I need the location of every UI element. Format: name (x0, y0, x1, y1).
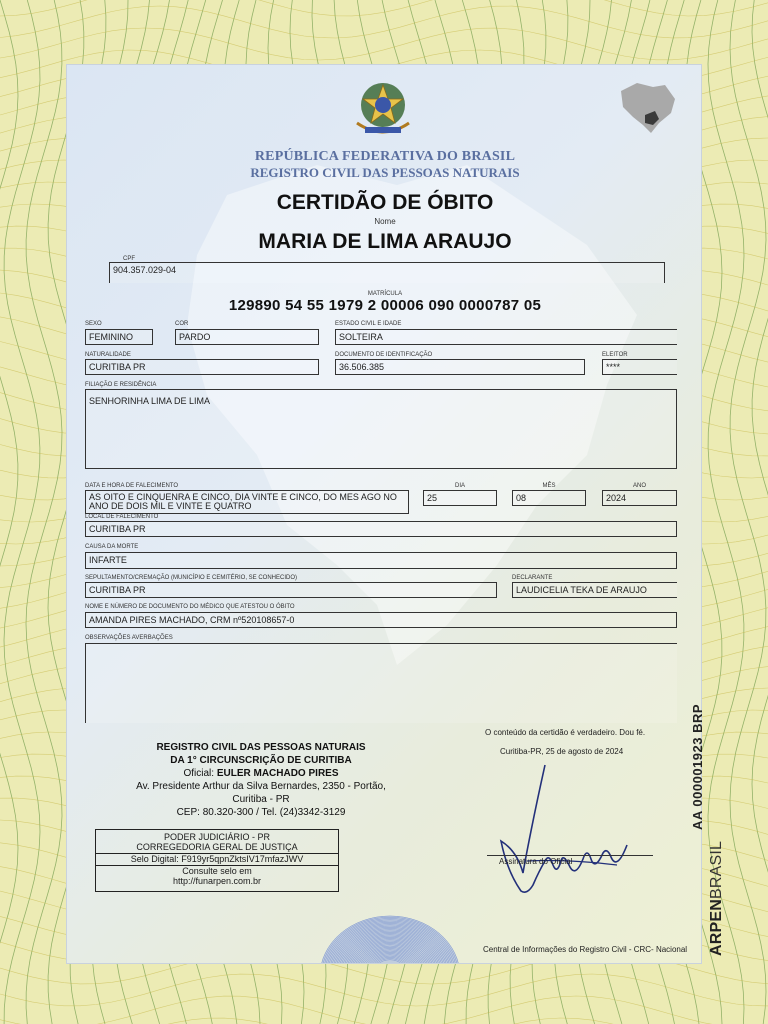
naturalidade-field: CURITIBA PR (85, 359, 319, 375)
falecimento-label: DATA E HORA DE FALECIMENTO (85, 483, 179, 489)
document-title: CERTIDÃO DE ÓBITO (276, 191, 494, 214)
cor-field: PARDO (175, 329, 319, 345)
medico-field: AMANDA PIRES MACHADO, CRM nº520108657-0 (85, 612, 677, 628)
oficial-line (91, 767, 431, 780)
signature-line (487, 855, 653, 856)
mes-field: 08 (512, 490, 586, 506)
selo-line4: Consulte selo em (96, 865, 338, 876)
seal-rosette (245, 901, 535, 964)
veracity-statement: O conteúdo da certidão é verdadeiro. Dou fé. (485, 728, 646, 737)
dia-label: DIA (454, 483, 465, 489)
arpen-bold: ARPEN (708, 898, 725, 956)
matricula-value: 129890 54 55 1979 2 00006 090 0000787 05 (228, 297, 542, 314)
filiacao-label: FILIAÇÃO E RESIDÊNCIA (85, 382, 157, 388)
filiacao-field: SENHORINHA LIMA DE LIMA (85, 389, 677, 469)
serial-number: AA 000001923 BRP (690, 703, 705, 830)
address-line2: Curitiba - PR (232, 794, 290, 805)
documento-label: DOCUMENTO DE IDENTIFICAÇÃO (335, 352, 433, 358)
declarante-field: LAUDICELIA TEKA DE ARAUJO (512, 582, 677, 598)
dia-field: 25 (423, 490, 497, 506)
observacoes-field (85, 643, 677, 723)
observacoes-label: OBSERVAÇÕES AVERBAÇÕES (85, 635, 173, 641)
cartorio-name-line2: DA 1° CIRCUNSCRIÇÃO DE CURITIBA (170, 755, 352, 766)
certificate-paper (66, 64, 702, 964)
causa-field: INFARTE (85, 552, 677, 569)
estado-civil-field: SOLTEIRA (335, 329, 677, 345)
handwritten-signature (487, 761, 637, 897)
cpf-value: 904.357.029-04 (113, 265, 177, 275)
selo-line1: PODER JUDICIÁRIO - PR (163, 832, 270, 842)
digital-seal-box (95, 829, 339, 892)
ano-label: ANO (632, 483, 646, 489)
oficial-name: EULER MACHADO PIRES (216, 768, 339, 779)
ano-field: 2024 (602, 490, 677, 506)
crc-footer: Central de Informações do Registro Civil - CRC- Nacional (483, 945, 688, 954)
cor-label: COR (175, 321, 189, 327)
registry-heading: REGISTRO CIVIL DAS PESSOAS NATURAIS (250, 165, 520, 180)
signature-label: Assinatura do Oficial (499, 857, 573, 866)
place-date: Curitiba-PR, 25 de agosto de 2024 (500, 747, 624, 756)
selo-code: Selo Digital: F919yr5qpnZktsIV17mfazJWV (96, 853, 338, 864)
matricula-label: MATRÍCULA (367, 291, 403, 297)
cartorio-block (91, 741, 431, 819)
deceased-name: MARIA DE LIMA ARAUJO (258, 230, 512, 253)
selo-line2: CORREGEDORIA GERAL DE JUSTIÇA (136, 842, 298, 852)
sepultamento-label: SEPULTAMENTO/CREMAÇÃO (MUNICÍPIO E CEMITÉRIO, SE CONHECIDO) (85, 575, 298, 581)
naturalidade-label: NATURALIDADE (85, 352, 131, 358)
eleitor-field: **** (602, 359, 677, 375)
causa-label: CAUSA DA MORTE (85, 544, 139, 550)
arpen-brasil-logo (708, 841, 726, 956)
coat-of-arms-icon (351, 79, 415, 141)
declarante-label: DECLARANTE (512, 575, 553, 581)
brazil-map-icon (615, 79, 679, 137)
cpf-field (109, 262, 665, 283)
arpen-light: BRASIL (708, 840, 725, 899)
selo-url[interactable]: http://funarpen.com.br (172, 876, 262, 886)
oficial-label: Oficial: (183, 768, 215, 779)
republic-heading: REPÚBLICA FEDERATIVA DO BRASIL (254, 149, 516, 164)
contact-line: CEP: 80.320-300 / Tel. (24)3342-3129 (176, 807, 346, 818)
mes-label: MÊS (542, 483, 556, 489)
cpf-label: CPF (123, 256, 135, 262)
eleitor-label: ELEITOR (602, 352, 628, 358)
medico-label: NOME E NÚMERO DE DOCUMENTO DO MÉDICO QUE ATESTOU O ÓBITO (85, 604, 295, 610)
estado-civil-label: ESTADO CIVIL E IDADE (335, 321, 402, 327)
falecimento-field: AS OITO E CINQUENRA E CINCO, DIA VINTE E CINCO, DO MES AGO NO ANO DE DOIS MIL E VINTE E QUATRO (85, 490, 409, 514)
sexo-field: FEMININO (85, 329, 153, 345)
documento-field: 36.506.385 (335, 359, 585, 375)
local-label: LOCAL DE FALECIMENTO (85, 514, 159, 520)
address-line1: Av. Presidente Arthur da Silva Bernardes, 2350 - Portão, (136, 781, 386, 792)
local-field: CURITIBA PR (85, 521, 677, 537)
cartorio-name-line1: REGISTRO CIVIL DAS PESSOAS NATURAIS (156, 742, 366, 753)
sexo-label: SEXO (85, 321, 102, 327)
sepultamento-field: CURITIBA PR (85, 582, 497, 598)
name-label: Nome (374, 217, 396, 226)
